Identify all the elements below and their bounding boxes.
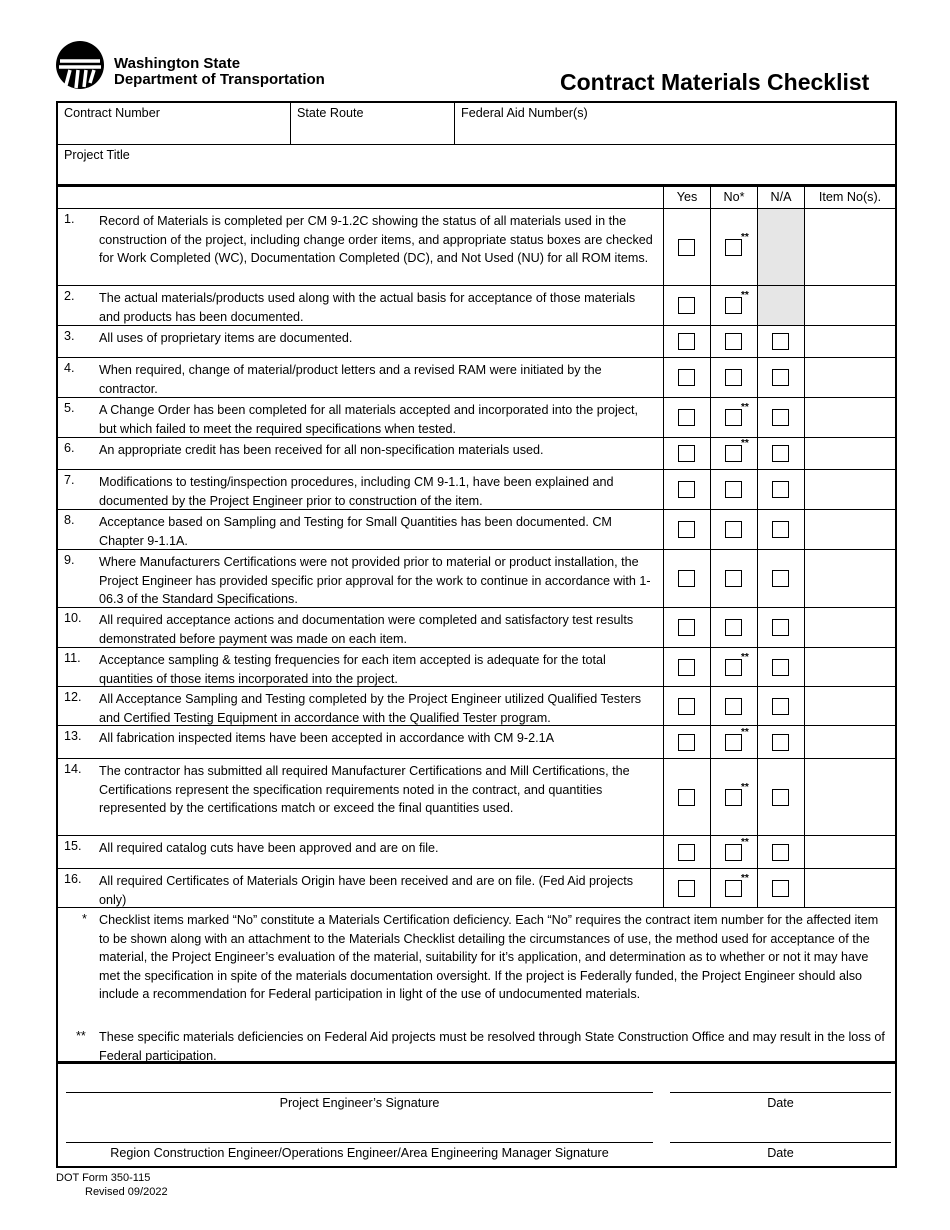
no-checkbox[interactable] bbox=[725, 880, 742, 897]
yes-checkbox[interactable] bbox=[678, 844, 695, 861]
column-divider bbox=[757, 187, 758, 908]
item-text: All required Certificates of Materials Origin have been received and are on file. (Fed Aid projects only) bbox=[99, 874, 634, 907]
date-label-1: Date bbox=[767, 1096, 794, 1110]
item-number: 16. bbox=[64, 872, 82, 886]
item-number: 4. bbox=[64, 361, 75, 375]
item-text: All fabrication inspected items have been accepted in accordance with CM 9-2.1A bbox=[99, 731, 555, 745]
col-yes: Yes bbox=[663, 187, 710, 208]
yes-checkbox[interactable] bbox=[678, 570, 695, 587]
na-checkbox[interactable] bbox=[772, 789, 789, 806]
date-line-1[interactable] bbox=[670, 1092, 891, 1093]
item-text: Acceptance sampling & testing frequencies for each item accepted is adequate for the total quantities of those items incorporated into the project. bbox=[99, 653, 606, 686]
federal-aid-field[interactable] bbox=[455, 103, 895, 144]
item-nos-field[interactable] bbox=[805, 869, 895, 907]
wsdot-logo bbox=[56, 41, 104, 89]
na-checkbox[interactable] bbox=[772, 880, 789, 897]
item-nos-field[interactable] bbox=[805, 836, 895, 868]
item-number: 1. bbox=[64, 212, 75, 226]
item-text: Record of Materials is completed per CM 9-1.2C showing the status of all materials used in the construction of the project, including change order items, and appropriate status boxes are checked for Work Completed (WC), Documentation Completed (DC), and Not Used (NU) for all ROM items. bbox=[99, 214, 653, 266]
date-line-2[interactable] bbox=[670, 1142, 891, 1143]
yes-checkbox[interactable] bbox=[678, 619, 695, 636]
item-nos-field[interactable] bbox=[805, 326, 895, 357]
item-text: All uses of proprietary items are documented. bbox=[99, 331, 353, 345]
yes-checkbox[interactable] bbox=[678, 333, 695, 350]
federal-aid-label: Federal Aid Number(s) bbox=[461, 106, 588, 120]
federal-aid-asterisk: ** bbox=[741, 837, 749, 848]
no-checkbox[interactable] bbox=[725, 570, 742, 587]
federal-aid-asterisk: ** bbox=[741, 727, 749, 738]
org-line-2: Department of Transportation bbox=[114, 71, 325, 88]
na-checkbox[interactable] bbox=[772, 481, 789, 498]
checklist-row bbox=[58, 326, 895, 358]
na-checkbox[interactable] bbox=[772, 659, 789, 676]
no-checkbox[interactable] bbox=[725, 521, 742, 538]
rce-signature-label: Region Construction Engineer/Operations Engineer/Area Engineering Manager Signature bbox=[110, 1146, 609, 1160]
item-number: 5. bbox=[64, 401, 75, 415]
item-number: 11. bbox=[64, 651, 81, 665]
note-federal-aid: These specific materials deficiencies on Federal Aid projects must be resolved through State Construction Office and may result in the loss of Federal participation. bbox=[99, 1030, 885, 1063]
yes-checkbox[interactable] bbox=[678, 445, 695, 462]
federal-aid-asterisk: ** bbox=[741, 402, 749, 413]
na-checkbox[interactable] bbox=[772, 521, 789, 538]
na-checkbox[interactable] bbox=[772, 369, 789, 386]
na-checkbox[interactable] bbox=[772, 445, 789, 462]
no-checkbox[interactable] bbox=[725, 659, 742, 676]
checklist-form bbox=[56, 101, 897, 1168]
note-double-asterisk: ** bbox=[76, 1029, 86, 1043]
checklist-row bbox=[58, 438, 895, 470]
item-nos-field[interactable] bbox=[805, 726, 895, 758]
checklist-row bbox=[58, 510, 895, 550]
notes-section bbox=[58, 908, 895, 1064]
checklist-row bbox=[58, 687, 895, 726]
item-text: All Acceptance Sampling and Testing completed by the Project Engineer utilized Qualified Testers and Certified Testing Equipment in accordance with the Qualified Tester program. bbox=[99, 692, 642, 725]
checklist-row bbox=[58, 398, 895, 438]
federal-aid-asterisk: ** bbox=[741, 438, 749, 449]
item-nos-field[interactable] bbox=[805, 286, 895, 325]
yes-checkbox[interactable] bbox=[678, 734, 695, 751]
checklist-row bbox=[58, 286, 895, 326]
item-number: 13. bbox=[64, 729, 82, 743]
col-no: No* bbox=[710, 187, 757, 208]
pe-signature-line[interactable] bbox=[66, 1092, 653, 1093]
no-checkbox[interactable] bbox=[725, 789, 742, 806]
note-asterisk: * bbox=[82, 912, 87, 926]
state-route-label: State Route bbox=[297, 106, 364, 120]
yes-checkbox[interactable] bbox=[678, 698, 695, 715]
federal-aid-asterisk: ** bbox=[741, 873, 749, 884]
item-nos-field[interactable] bbox=[805, 438, 895, 469]
item-text: All required catalog cuts have been approved and are on file. bbox=[99, 841, 439, 855]
yes-checkbox[interactable] bbox=[678, 659, 695, 676]
checklist-row bbox=[58, 726, 895, 759]
no-checkbox[interactable] bbox=[725, 333, 742, 350]
item-number: 14. bbox=[64, 762, 82, 776]
contract-number-label: Contract Number bbox=[64, 106, 160, 120]
item-number: 2. bbox=[64, 289, 75, 303]
yes-checkbox[interactable] bbox=[678, 409, 695, 426]
item-text: An appropriate credit has been received for all non-specification materials used. bbox=[99, 443, 544, 457]
form-number: DOT Form 350-115 bbox=[56, 1172, 151, 1184]
item-nos-field[interactable] bbox=[805, 398, 895, 437]
na-checkbox[interactable] bbox=[772, 409, 789, 426]
na-checkbox[interactable] bbox=[772, 570, 789, 587]
yes-checkbox[interactable] bbox=[678, 481, 695, 498]
yes-checkbox[interactable] bbox=[678, 521, 695, 538]
federal-aid-asterisk: ** bbox=[741, 232, 749, 243]
col-item-nos: Item No(s). bbox=[804, 187, 895, 208]
organization-name bbox=[114, 56, 325, 88]
item-text: A Change Order has been completed for all materials accepted and incorporated into the project, but which failed to meet the required specifications when tested. bbox=[99, 403, 639, 436]
no-checkbox[interactable] bbox=[725, 481, 742, 498]
item-text: The actual materials/products used along with the actual basis for acceptance of those materials and products has been documented. bbox=[99, 291, 636, 324]
item-nos-field[interactable] bbox=[805, 648, 895, 686]
yes-checkbox[interactable] bbox=[678, 369, 695, 386]
item-nos-field[interactable] bbox=[805, 358, 895, 397]
checklist-row bbox=[58, 608, 895, 648]
item-number: 6. bbox=[64, 441, 75, 455]
checklist-row bbox=[58, 869, 895, 908]
column-headers bbox=[58, 187, 895, 209]
federal-aid-asterisk: ** bbox=[741, 782, 749, 793]
item-text: Where Manufacturers Certifications were not provided prior to material or product installation, the Project Engineer has provided specific prior approval for the work to continue in accordance with 1-06.3 of the Standard Specifications. bbox=[99, 555, 651, 607]
no-checkbox[interactable] bbox=[725, 445, 742, 462]
item-text: When required, change of material/product letters and a revised RAM were initiated by the contractor. bbox=[99, 363, 602, 396]
org-line-1: Washington State bbox=[114, 55, 241, 72]
item-number: 3. bbox=[64, 329, 75, 343]
yes-checkbox[interactable] bbox=[678, 789, 695, 806]
yes-checkbox[interactable] bbox=[678, 880, 695, 897]
checklist-row bbox=[58, 550, 895, 608]
item-nos-field[interactable] bbox=[805, 687, 895, 725]
revision-date: Revised 09/2022 bbox=[85, 1186, 168, 1198]
checklist-row bbox=[58, 358, 895, 398]
checklist-row bbox=[58, 209, 895, 286]
yes-checkbox[interactable] bbox=[678, 297, 695, 314]
item-number: 15. bbox=[64, 839, 82, 853]
no-checkbox[interactable] bbox=[725, 409, 742, 426]
no-checkbox[interactable] bbox=[725, 844, 742, 861]
item-nos-field[interactable] bbox=[805, 759, 895, 835]
item-nos-field[interactable] bbox=[805, 209, 895, 285]
item-number: 10. bbox=[64, 611, 82, 625]
no-checkbox[interactable] bbox=[725, 698, 742, 715]
na-checkbox[interactable] bbox=[772, 844, 789, 861]
column-divider bbox=[663, 187, 664, 908]
no-checkbox[interactable] bbox=[725, 239, 742, 256]
item-nos-field[interactable] bbox=[805, 510, 895, 549]
contract-number-field[interactable] bbox=[58, 103, 291, 144]
no-checkbox[interactable] bbox=[725, 369, 742, 386]
project-title-field[interactable] bbox=[58, 145, 895, 187]
federal-aid-asterisk: ** bbox=[741, 652, 749, 663]
item-number: 7. bbox=[64, 473, 75, 487]
item-text: Acceptance based on Sampling and Testing for Small Quantities has been documented. CM Chapter 9-1.1A. bbox=[99, 515, 612, 548]
no-checkbox[interactable] bbox=[725, 297, 742, 314]
item-number: 12. bbox=[64, 690, 82, 704]
checklist-row bbox=[58, 648, 895, 687]
na-checkbox[interactable] bbox=[772, 333, 789, 350]
checklist-row bbox=[58, 470, 895, 510]
item-nos-field[interactable] bbox=[805, 550, 895, 607]
project-title-label: Project Title bbox=[64, 148, 130, 162]
form-title: Contract Materials Checklist bbox=[560, 69, 870, 95]
note-deficiency: Checklist items marked “No” constitute a Materials Certification deficiency. Each “No” requires the contract item number for the affected item to be shown along with an attachment to the Materials Checklist detailing the circumstances of use, the method used for acceptance of the material, the Project Engineer’s evaluation of the material, suitability for it’s application, and determination as to whether or not it may have met the specification in spite of the materials documentation oversight. If the project is Federally funded, the Project Engineer should also include a recommendation for Federal participation in light of the use of undocumented materials. bbox=[99, 913, 879, 1002]
item-number: 8. bbox=[64, 513, 75, 527]
item-nos-field[interactable] bbox=[805, 608, 895, 647]
col-na: N/A bbox=[757, 187, 804, 208]
contract-info-row bbox=[58, 103, 895, 145]
na-checkbox[interactable] bbox=[772, 698, 789, 715]
yes-checkbox[interactable] bbox=[678, 239, 695, 256]
item-text: Modifications to testing/inspection procedures, including CM 9-1.1, have been explained and documented by the Project Engineer prior to construction of the item. bbox=[99, 475, 614, 508]
rce-signature-line[interactable] bbox=[66, 1142, 653, 1143]
column-divider bbox=[804, 187, 805, 908]
na-checkbox[interactable] bbox=[772, 734, 789, 751]
item-nos-field[interactable] bbox=[805, 470, 895, 509]
no-checkbox[interactable] bbox=[725, 619, 742, 636]
state-route-field[interactable] bbox=[291, 103, 455, 144]
checklist-row bbox=[58, 759, 895, 836]
na-not-applicable-shade bbox=[758, 209, 804, 285]
checklist-row bbox=[58, 836, 895, 869]
na-checkbox[interactable] bbox=[772, 619, 789, 636]
item-text: The contractor has submitted all required Manufacturer Certifications and Mill Certifications, the Certifications represent the specification requirements noted in the contract, and quantities represented by the certifications match or exceed the final quantities used. bbox=[99, 764, 630, 816]
date-label-2: Date bbox=[767, 1146, 794, 1160]
item-number: 9. bbox=[64, 553, 75, 567]
pe-signature-label: Project Engineer’s Signature bbox=[279, 1096, 440, 1110]
item-text: All required acceptance actions and documentation were completed and satisfactory test results demonstrated before payment was made on each item. bbox=[99, 613, 634, 646]
no-checkbox[interactable] bbox=[725, 734, 742, 751]
column-divider bbox=[710, 187, 711, 908]
federal-aid-asterisk: ** bbox=[741, 290, 749, 301]
form-footer bbox=[56, 1171, 168, 1199]
na-not-applicable-shade bbox=[758, 286, 804, 325]
